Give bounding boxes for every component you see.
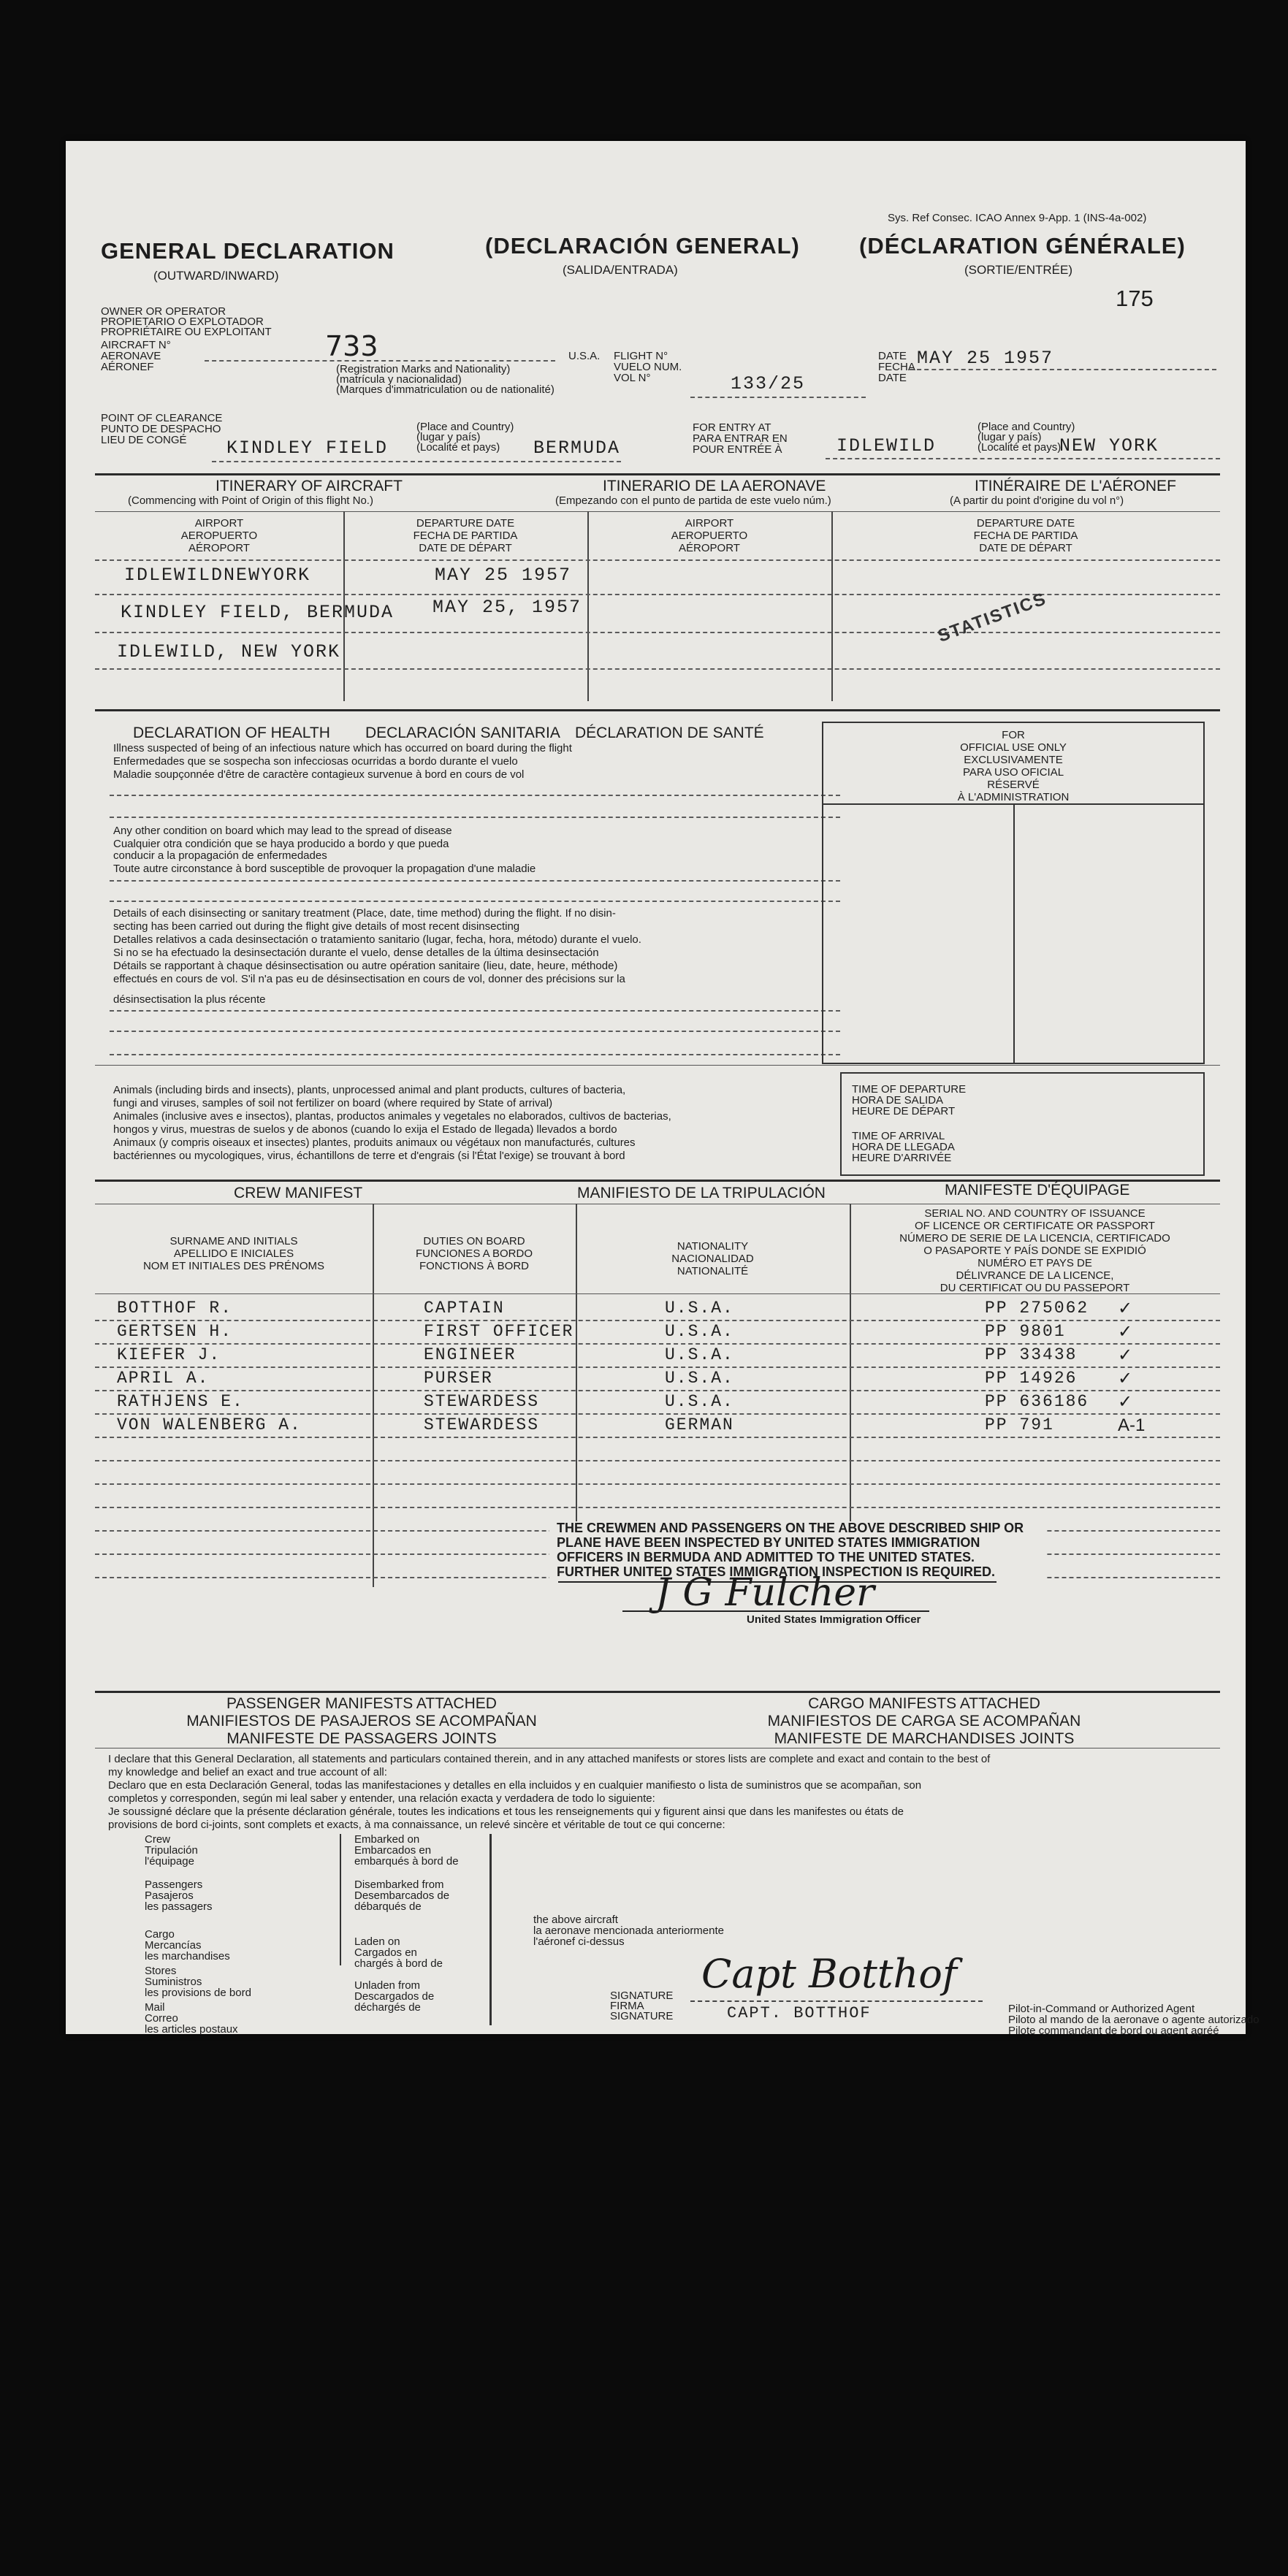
- itinerary-head-en: ITINERARY OF AIRCRAFT: [216, 478, 403, 494]
- table-row: [95, 1369, 1220, 1390]
- table-row: [95, 1416, 1220, 1437]
- table-row: [95, 1393, 1220, 1413]
- title-fr-sub: (SORTIE/ENTRÉE): [964, 263, 1072, 277]
- crew-head-en: CREW MANIFEST: [234, 1185, 363, 1201]
- crew-head-fr: MANIFESTE D'ÉQUIPAGE: [945, 1182, 1130, 1199]
- crew-duty: PURSER: [424, 1369, 493, 1388]
- crew-doc: PP 14926: [985, 1369, 1078, 1388]
- table-row: [95, 1346, 1220, 1367]
- crew-doc: PP 33438: [985, 1345, 1078, 1364]
- col-date-b: DEPARTURE DATE FECHA DE PARTIDA DATE DE DÉPART: [973, 517, 1078, 554]
- crew-name: RATHJENS E.: [117, 1392, 244, 1411]
- table-row: [95, 1299, 1220, 1320]
- crew-name: APRIL A.: [117, 1369, 210, 1388]
- passenger-manifest-head: PASSENGER MANIFESTS ATTACHED MANIFIESTOS DE PASAJEROS SE ACOMPAÑAN MANIFESTE DE PASSAGERS JOINTS: [186, 1695, 537, 1747]
- crew-head-es: MANIFIESTO DE LA TRIPULACIÓN: [577, 1185, 826, 1201]
- flight-number: 133/25: [731, 373, 806, 394]
- crew-check-mark: ✓: [1118, 1299, 1133, 1318]
- clearance-point: KINDLEY FIELD: [226, 437, 389, 459]
- crew-nationality: U.S.A.: [665, 1322, 734, 1341]
- cargo-manifest-head: CARGO MANIFESTS ATTACHED MANIFIESTOS DE CARGA SE ACOMPAÑAN MANIFESTE DE MARCHANDISES JOINTS: [767, 1695, 1081, 1747]
- crew-name: GERTSEN H.: [117, 1322, 233, 1341]
- form-reference: Sys. Ref Consec. ICAO Annex 9-App. 1 (INS-4a-002): [888, 212, 1147, 224]
- immigration-officer-signature: J G Fulcher: [655, 1571, 874, 1615]
- title-en: GENERAL DECLARATION: [101, 238, 395, 264]
- crew-check-mark: ✓: [1118, 1392, 1133, 1412]
- crew-doc: PP 636186: [985, 1392, 1089, 1411]
- aircraft-number: 733: [325, 330, 378, 362]
- entry-point: IDLEWILD: [837, 435, 937, 456]
- crew-name: BOTTHOF R.: [117, 1299, 233, 1318]
- itinerary-date-2: MAY 25, 1957: [432, 597, 582, 618]
- title-es-sub: (SALIDA/ENTRADA): [563, 263, 678, 277]
- flight-date: MAY 25 1957: [917, 348, 1054, 369]
- times-box: TIME OF DEPARTURE HORA DE SALIDA HEURE DE DÉPART TIME OF ARRIVAL HORA DE LLEGADA HEURE D'ARRIVÉE: [840, 1072, 1205, 1176]
- crew-duty: FIRST OFFICER: [424, 1322, 574, 1341]
- crew-name: VON WALENBERG A.: [117, 1415, 302, 1434]
- official-use-box: FOR OFFICIAL USE ONLY EXCLUSIVAMENTE PARA USO OFICIAL RÉSERVÉ À L'ADMINISTRATION: [822, 722, 1205, 1064]
- itinerary-airport-1: IDLEWILDNEWYORK: [124, 565, 311, 586]
- immigration-stamp: THE CREWMEN AND PASSENGERS ON THE ABOVE DESCRIBED SHIP OR PLANE HAVE BEEN INSPECTED BY UNITED STATES IMMIGRATION OFFICERS IN BERMUDA AND ADMITTED TO THE UNITED STATES. FURTHER UNITED STATES IMMIGRATION INSPECTION IS REQUIRED. J G Fulcher United States Immigration Officer: [549, 1521, 1046, 1631]
- itinerary-head-es: ITINERARIO DE LA AERONAVE: [603, 478, 826, 494]
- crew-check-mark: ✓: [1118, 1322, 1133, 1342]
- col-airport-a: AIRPORT AEROPUERTO AÉROPORT: [180, 517, 258, 554]
- itinerary-airport-3: IDLEWILD, NEW YORK: [117, 641, 341, 662]
- statistics-stamp: STATISTICS: [935, 589, 1050, 646]
- crew-check-mark: ✓: [1118, 1345, 1133, 1365]
- crew-check-mark: A-1: [1118, 1415, 1146, 1435]
- crew-duty: CAPTAIN: [424, 1299, 505, 1318]
- crew-nationality: GERMAN: [665, 1415, 734, 1434]
- crew-duty: ENGINEER: [424, 1345, 517, 1364]
- col-date-a: DEPARTURE DATE FECHA DE PARTIDA DATE DE DÉPART: [413, 517, 518, 554]
- clearance-country: BERMUDA: [533, 437, 621, 459]
- crew-nationality: U.S.A.: [665, 1392, 734, 1411]
- title-fr: (DÉCLARATION GÉNÉRALE): [859, 233, 1186, 259]
- crew-col-nationality: NATIONALITY NACIONALIDAD NATIONALITÉ: [671, 1240, 754, 1277]
- title-es: (DECLARACIÓN GENERAL): [485, 233, 800, 259]
- table-row: [95, 1323, 1220, 1343]
- itinerary-date-1: MAY 25 1957: [435, 565, 572, 586]
- general-declaration-form: Sys. Ref Consec. ICAO Annex 9-App. 1 (INS-4a-002) GENERAL DECLARATION (OUTWARD/INWARD) (DECLARACIÓN GENERAL) (SALIDA/ENTRADA) (DÉCLARATION GÉNÉRALE) (SORTIE/ENTRÉE) 175 OWNER OR OPERATOR PROPIETARIO O EXPLOTADOR PROPRIÉTAIRE OU EXPLOITANT AIRCRAFT N° AERONAVE AÉRONEF 733 (Registration Marks and Nationality) (matrícula y nacionalidad) (Marques d'immatriculation ou de nationalité) U.S.A. FLIGHT N° VUELO NUM. VOL N° 133/25 DATE FECHA DATE MAY 25 1957 POINT OF CLEARANCE PUNTO DE DESPACHO LIEU DE CONGÉ KINDLEY FIELD BERMUDA (Place and Country) (lugar y país) (Localité et pays) FOR ENTRY AT PARA ENTRAR EN POUR ENTRÉE À IDLEWILD NEW YORK (Place and Country) (lugar y país) (Localité et pays) ITINERARY OF AIRCRAFT (Commencing with Point of Origin of this flight No.) ITINERARIO DE LA AERONAVE (Empezando con el punto de partida de este vuelo núm.) ITINÉRAIRE DE L'AÉRONEF (A partir du point d'origine du vol n°) AIRPORT AEROPUERTO AÉROPORT DEPARTURE DATE FECHA DE PARTIDA DATE DE DÉPART AIRPORT AEROPUERTO AÉROPORT DEPARTURE DATE FECHA DE PARTIDA DATE DE DÉPART IDLEWILDNEWYORK MAY 25 1957 KINDLEY FIELD, BERMUDA MAY 25, 1957 IDLEWILD, NEW YORK STATISTICS DECLARATION OF HEALTH DECLARACIÓN SANITARIA DÉCLARATION DE SANTÉ Illness suspected of being of an infectious nature which has occurred on board during the flight Enfermedades que se sospecha son infecciosas ocurridas a bordo durante el vuelo Maladie soupçonnée d'être de caractère contagieux survenue à bord en cours de vol Any other condition on board which may lead to the spread of disease Cualquier otra condición que se haya producido a bordo y que pueda conducir a la propagación de enfermedades Toute autre circonstance à bord susceptible de provoquer la propagation d'une maladie Details of each disinsecting or sanitary treatment (Place, date, time method) during the flight. If no disin- secting has been carried out during the flight give details of most recent disinsecting Detalles relativos a cada desinsectación o tratamiento sanitario (lugar, fecha, hora, método) durante el vuelo. Si no se ha efectuado la desinsectación durante el vuelo, dense detalles de la última desinsectación Détails se rapportant à chaque désinsectisation ou autre opération sanitaire (lieu, date, heure, méthode) effectués en cours de vol. S'il n'a pas eu de désinsectisation en cours de vol, donner des précisions sur la désinsectisation la plus récente FOR OFFICIAL USE ONLY EXCLUSIVAMENTE PARA USO OFICIAL RÉSERVÉ À L'ADMINISTRATION Animals (including birds and insects), plants, unprocessed animal and plant products, cultures of bacteria, fungi and viruses, samples of soil not fertilizer on board (where required by State of arrival) Animales (inclusive aves e insectos), plantas, productos animales y vegetales no elaborados, cultivos de bacterias, hongos y virus, muestras de suelos y de abonos (cuando lo exija el Estado de llegada) llevados a bordo Animaux (y compris oiseaux et insectes) plantes, produits animaux ou végétaux non manufacturés, cultures bactériennes ou mycologiques, virus, échantillons de terre et d'engrais (si l'État l'exige) se trouvant à bord TIME OF DEPARTURE HORA DE SALIDA HEURE DE DÉPART TIME OF ARRIVAL HORA DE LLEGADA HEURE D'ARRIVÉE CREW MANIFEST MANIFIESTO DE LA TRIPULACIÓN MANIFESTE D'ÉQUIPAGE SURNAME AND INITIALS APELLIDO E INICIALES NOM ET INITIALES DES PRÉNOMS DUTIES ON BOARD FUNCIONES A BORDO FONCTIONS À BORD NATIONALITY NACIONALIDAD NATIONALITÉ SERIAL NO. AND COUNTRY OF ISSUANCE OF LICENCE OR CERTIFICATE OR PASSPORT NÚMERO DE SERIE DE LA LICENCIA, CERTIFICADO O PASAPORTE Y PAÍS DONDE SE EXPIDIÓ NUMÉRO ET PAYS DE DÉLIVRANCE DE LA LICENCE, DU CERTIFICAT OU DU PASSEPORT BOTTHOF R. CAPTAIN U.S.A. PP 275062 ✓ GERTSEN H. FIRST OFFICER U.S.A. PP 9801 ✓ KIEFER J. ENGINEER U.S.A. PP 33438 ✓ APRIL A. PURSER U.S.A. PP 14926 ✓ RATHJENS E. STEWARDESS U.S.A. PP 636186 ✓ VON WALENBERG A. STEWARDESS GERMAN PP 791 A-1 THE CREWMEN AND PASSENGERS ON THE ABOVE DESCRIBED SHIP OR PLANE HAVE BEEN INSPECTED BY UNITED STATES IMMIGRATION OFFICERS IN BERMUDA AND ADMITTED TO THE UNITED STATES. FURTHER UNITED STATES IMMIGRATION INSPECTION IS REQUIRED. J G Fulcher United States Immigration Officer PASSENGER MANIFESTS ATTACHED MANIFIESTOS DE PASAJEROS SE ACOMPAÑAN MANIFESTE DE PASSAGERS JOINTS CARGO MANIFESTS ATTACHED MANIFIESTOS DE CARGA SE ACOMPAÑAN MANIFESTE DE MARCHANDISES JOINTS I declare that this General Declaration, all statements and particulars contained therein, and in any attached manifests or stores lists are complete and exact and contain to the best of my knowledge and belief an exact and true account of all: Declaro que en esta Declaración General, todas las manifestaciones y detalles en ella incluidos y en cualquier manifiesto o lista de suministros que se acompañan, son completos y corresponden, según mi leal saber y entender, una relación exacta y verdadera de todo lo siguiente: Je soussigné déclare que la présente déclaration générale, toutes les indications et tous les renseignements qui y figurent ainsi que dans les manifestes ou états de provisions de bord ci-joints, sont complets et exacts, à ma connaissance, un relevé sincère et véritable de tout ce qui concerne: Crew Tripulación l'équipage Passengers Pasajeros les passagers Cargo Mercancías les marchandises Stores Suministros les provisions de bord Mail Correo les articles postaux Embarked on Embarcados en embarqués à bord de Disembarked from Desembarcados de débarqués de Laden on Cargados en chargés à bord de Unladen from Descargados de déchargés de the above aircraft la aeronave mencionada anteriormente l'aéronef ci-dessus SIGNATURE FIRMA SIGNATURE Capt Botthof CAPT. BOTTHOF Pilot-in-Command or Authorized Agent Piloto al mando de la aeronave o agente autorizado Pilote commandant de bord ou agent agréé: [66, 141, 1246, 2034]
- title-en-sub: (OUTWARD/INWARD): [153, 269, 279, 283]
- crew-name: KIEFER J.: [117, 1345, 221, 1364]
- crew-col-name: SURNAME AND INITIALS APELLIDO E INICIALES NOM ET INITIALES DES PRÉNOMS: [142, 1235, 325, 1272]
- entry-country: NEW YORK: [1059, 435, 1159, 456]
- crew-doc: PP 791: [985, 1415, 1054, 1434]
- crew-nationality: U.S.A.: [665, 1369, 734, 1388]
- crew-col-duties: DUTIES ON BOARD FUNCIONES A BORDO FONCTIONS À BORD: [415, 1235, 533, 1272]
- aircraft-nationality: U.S.A.: [568, 350, 601, 362]
- crew-doc: PP 275062: [985, 1299, 1089, 1318]
- crew-duty: STEWARDESS: [424, 1415, 540, 1434]
- page-number: 175: [1116, 286, 1154, 311]
- itinerary-head-fr: ITINÉRAIRE DE L'AÉRONEF: [975, 478, 1176, 494]
- crew-doc: PP 9801: [985, 1322, 1066, 1341]
- crew-check-mark: ✓: [1118, 1369, 1133, 1388]
- crew-duty: STEWARDESS: [424, 1392, 540, 1411]
- crew-nationality: U.S.A.: [665, 1345, 734, 1364]
- signer-name: CAPT. BOTTHOF: [727, 2004, 872, 2022]
- captain-signature: Capt Botthof: [701, 1951, 957, 1997]
- crew-nationality: U.S.A.: [665, 1299, 734, 1318]
- itinerary-airport-2: KINDLEY FIELD, BERMUDA: [121, 602, 395, 623]
- col-airport-b: AIRPORT AEROPUERTO AÉROPORT: [671, 517, 748, 554]
- crew-col-licence: SERIAL NO. AND COUNTRY OF ISSUANCE OF LICENCE OR CERTIFICATE OR PASSPORT NÚMERO DE SERIE DE LA LICENCIA, CERTIFICADO O PASAPORTE Y PAÍS DONDE SE EXPIDIÓ NUMÉRO ET PAYS DE DÉLIVRANCE DE LA LICENCE, DU CERTIFICAT OU DU PASSEPORT: [899, 1207, 1170, 1294]
